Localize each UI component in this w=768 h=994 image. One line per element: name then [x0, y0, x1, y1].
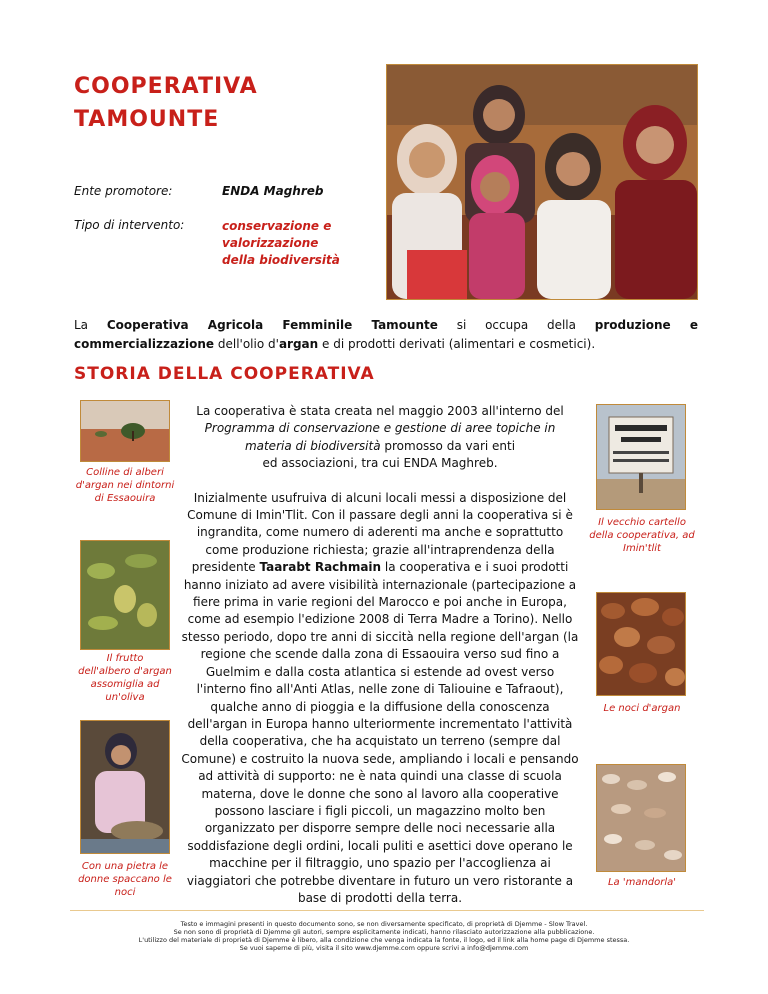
argan-hills-photo	[80, 400, 170, 462]
footer-line: Testo e immagini presenti in questo documento sono, se non diversamente specificato, di proprietà di Djemme - Slow Travel.	[180, 920, 588, 928]
footer	[20, 920, 748, 952]
history-paragraph-2	[180, 490, 580, 908]
body-text: ed associazioni, tra cui ENDA Maghreb.	[262, 456, 498, 471]
argan-kernel-photo	[596, 764, 686, 872]
caption-line: noci	[114, 887, 136, 898]
body-text: La cooperativa è stata creata nel maggio 2003 all'interno del	[196, 404, 564, 418]
footer-line: Se non sono di proprietà di Djemme gli autori, sempre esplicitamente indicati, hanno rilasciato autorizzazione alla pubblicazione.	[173, 928, 595, 936]
caption-line: dell'albero d'argan	[78, 666, 172, 677]
caption-stone	[74, 860, 176, 899]
caption-line: Il vecchio cartello	[598, 517, 686, 528]
argan-fruit-photo	[80, 540, 170, 650]
body-text: promosso da vari enti	[380, 438, 516, 453]
intro-text: si occupa della	[437, 318, 595, 332]
body-text: Inizialmente usufruiva di alcuni locali messi a disposizione del Comune di Imin'Tlit. Con il passare degli anni la cooperativa si è ingrandita, come numero di aderenti ma anche e soprattutto come produzione richiesta; grazie all'intraprendenza della presidente	[187, 490, 573, 575]
intervention-label: Tipo di intervento:	[74, 218, 185, 232]
cracking-nuts-photo	[80, 720, 170, 854]
intro-cooperative-name: Cooperativa Agricola Femminile Tamounte	[106, 318, 438, 332]
president-name: Taarabt Rachmain	[259, 560, 382, 575]
intro-argan: argan	[278, 337, 319, 351]
promoter-value: ENDA Maghreb	[222, 184, 324, 198]
caption-line: un'oliva	[105, 692, 145, 703]
caption-line: assomiglia ad	[90, 679, 160, 690]
argan-nuts-photo	[596, 592, 686, 696]
caption-fruit	[74, 652, 176, 704]
cooperative-women-photo	[386, 64, 698, 300]
caption-line: La 'mandorla'	[607, 877, 677, 888]
caption-sign	[588, 516, 696, 555]
intro-text: e di prodotti derivati (alimentari e cosmetici).	[318, 337, 596, 351]
caption-line: Le noci d'argan	[603, 703, 681, 714]
promoter-label: Ente promotore:	[74, 184, 173, 198]
title-line-2: TAMOUNTE	[74, 107, 220, 132]
intro-paragraph	[74, 316, 698, 354]
caption-line: donne spaccano le	[78, 874, 172, 885]
caption-line: Con una pietra le	[81, 861, 169, 872]
intervention-value-line: conservazione e	[222, 219, 332, 233]
old-sign-photo	[596, 404, 686, 510]
page-title	[74, 70, 334, 136]
intro-text: dell'olio d'	[214, 337, 279, 351]
body-text: la cooperativa e i suoi prodotti hanno iniziato ad avere visibilità internazionale (partecipazione a fiere prima in varie regioni del Marocco e poi anche in Europa, come ad esempio l'edizione 2008 di Terra Madre a Torino). Nello stesso periodo, dopo tre anni di siccità nella regione dell'argan (la regione che scende dalla zona di Essaouira verso sud fino a Guelmim e dalla costa atlantica si estende ad ovest verso l'interno fino all'Anti Atlas, nelle zone di Taliouine e Tafraout), qualche anno di pioggia e la diffusione della conoscenza dell'argan in Europa hanno ulteriormente incrementato l'attività della cooperativa, che ha acquistato un terreno (sempre dal Comune) e costruito la nuova sede, ampliando i locali e pensando ad attività di supporto: ne è nata quindi una classe di scuola materna, dove le donne che sono al lavoro alla cooperative possono lasciare i figli piccoli, un magazzino molto ben organizzato per disporre sempre delle noci necessarie alla soddisfazione degli ordini, locali puliti e asettici dove operano le macchine per il filtraggio, uno spazio per l'accoglienza ai viaggiatori che potrebbe diventare in futuro un vero ristorante a base di prodotti della terra.	[181, 560, 579, 905]
history-text	[180, 403, 580, 907]
caption-line: della cooperativa, ad	[589, 530, 695, 541]
footer-line: L'utilizzo del materiale di proprietà di Djemme è libero, alla condizione che venga indicata la fonte, il logo, ed il link alla home page di Djemme stessa.	[138, 936, 630, 944]
caption-line: di Essaouira	[94, 493, 156, 504]
intro-production: produzione e commercializzazione	[74, 318, 698, 351]
caption-line: Imin'tlit	[623, 543, 661, 554]
title-line-1: COOPERATIVA	[74, 74, 258, 99]
caption-almond	[588, 876, 696, 889]
caption-hills	[74, 466, 176, 505]
caption-line: d'argan nei dintorni	[75, 480, 175, 491]
program-name: Programma di conservazione e gestione di aree topiche in	[204, 421, 556, 436]
intervention-value-line: valorizzazione	[222, 236, 319, 250]
intervention-value-line: della biodiversità	[222, 253, 340, 267]
history-paragraph-1	[180, 403, 580, 473]
section-title: STORIA DELLA COOPERATIVA	[74, 364, 375, 384]
caption-line: Colline di alberi	[86, 467, 164, 478]
program-name: materia di biodiversità	[244, 438, 381, 453]
caption-nuts	[588, 702, 696, 715]
footer-line: Se vuoi saperne di più, visita il sito www.djemme.com oppure scrivi a info@djemme.com	[239, 944, 529, 952]
intro-text: La	[74, 318, 107, 332]
intervention-value	[222, 218, 340, 269]
footer-divider	[70, 910, 704, 911]
caption-line: Il frutto	[106, 653, 144, 664]
